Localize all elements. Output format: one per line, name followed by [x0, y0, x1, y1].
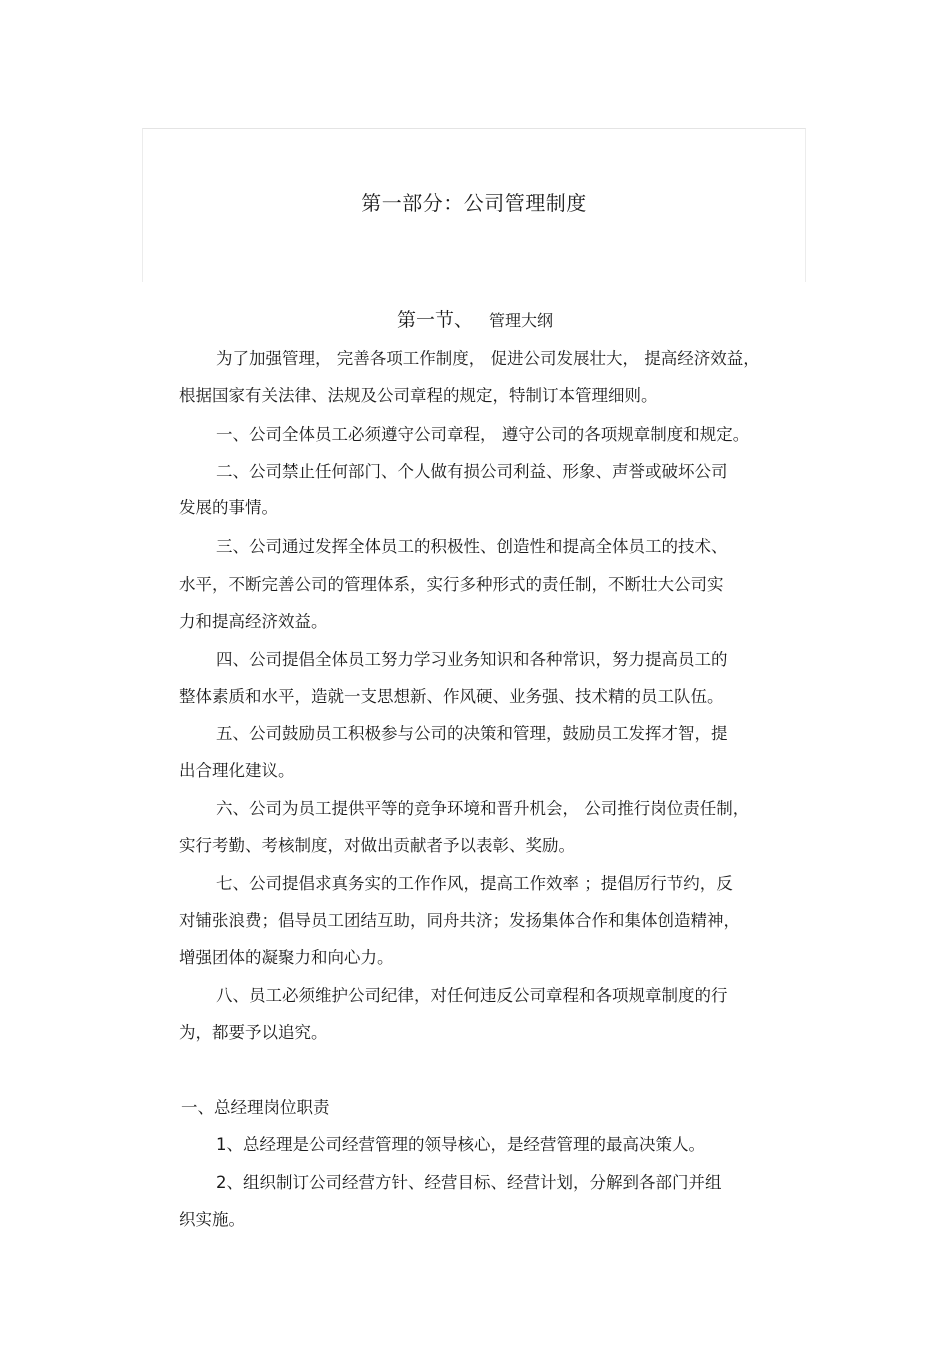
paragraph-line: 二、公司禁止任何部门、个人做有损公司利益、形象、声誉或破坏公司 — [216, 462, 728, 481]
part-title: 第一部分：公司管理制度 — [361, 191, 587, 215]
paragraph-line: 水平，不断完善公司的管理体系，实行多种形式的责任制，不断壮大公司实 — [179, 575, 724, 594]
section-number: 第一节、 — [396, 309, 473, 331]
paragraph-line: 实行考勤、考核制度，对做出贡献者予以表彰、奖励。 — [179, 836, 575, 855]
paragraph-line: 三、公司通过发挥全体员工的积极性、创造性和提高全体员工的技术、 — [216, 537, 728, 556]
paragraph-line: 七、公司提倡求真务实的工作作风，提高工作效率 ；提倡厉行节约，反 — [216, 874, 733, 893]
paragraph-line: 织实施。 — [179, 1210, 245, 1229]
paragraph-line: 为了加强管理， 完善各项工作制度， 促进公司发展壮大， 提高经济效益， — [216, 349, 760, 368]
paragraph-line: 八、员工必须维护公司纪律，对任何违反公司章程和各项规章制度的行 — [216, 986, 728, 1005]
subsection-heading: 一、总经理岗位职责 — [181, 1098, 330, 1117]
paragraph-line: 对铺张浪费；倡导员工团结互助，同舟共济；发扬集体合作和集体创造精神， — [179, 911, 740, 930]
paragraph-line: 2、组织制订公司经营方针、经营目标、经营计划，分解到各部门并组 — [216, 1173, 722, 1192]
section-name: 管理大纲 — [489, 311, 554, 330]
paragraph-line: 为，都要予以追究。 — [179, 1023, 328, 1042]
paragraph-line: 六、公司为员工提供平等的竞争环境和晋升机会， 公司推行岗位责任制， — [216, 799, 750, 818]
paragraph-line: 一、公司全体员工必须遵守公司章程， 遵守公司的各项规章制度和规定。 — [216, 425, 750, 444]
paragraph-line: 增强团体的凝聚力和向心力。 — [179, 948, 394, 967]
paragraph-line: 出合理化建议。 — [179, 761, 295, 780]
part-title-box — [142, 128, 806, 282]
paragraph-line: 四、公司提倡全体员工努力学习业务知识和各种常识，努力提高员工的 — [216, 650, 728, 669]
paragraph-line: 根据国家有关法律、法规及公司章程的规定，特制订本管理细则。 — [179, 386, 658, 405]
paragraph-line: 五、公司鼓励员工积极参与公司的决策和管理，鼓励员工发挥才智，提 — [216, 724, 728, 743]
paragraph-line: 发展的事情。 — [179, 498, 278, 517]
paragraph-line: 力和提高经济效益。 — [179, 612, 328, 631]
paragraph-line: 整体素质和水平，造就一支思想新、作风硬、业务强、技术精的员工队伍。 — [179, 687, 724, 706]
section-title — [0, 305, 950, 332]
paragraph-line: 1、总经理是公司经营管理的领导核心，是经营管理的最高决策人。 — [216, 1135, 705, 1154]
